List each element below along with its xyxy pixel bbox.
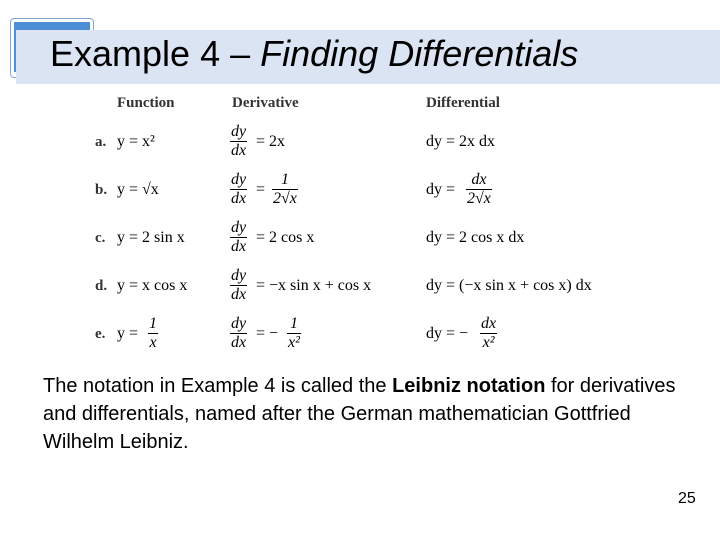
row-label: c. bbox=[95, 230, 106, 246]
derivative-cell: = 2x bbox=[256, 133, 286, 150]
slide-title: Example 4 – Finding Differentials bbox=[50, 33, 579, 74]
table-row bbox=[84, 216, 525, 264]
leibniz-notation-term: Leibniz notation bbox=[392, 375, 546, 397]
function-cell: y = √x bbox=[117, 181, 159, 198]
row-label: e. bbox=[95, 326, 106, 342]
header-differential: Differential bbox=[426, 95, 500, 111]
header-derivative: Derivative bbox=[232, 95, 299, 111]
table-row bbox=[84, 168, 520, 216]
function-cell: y = x cos x bbox=[117, 277, 188, 294]
derivative-cell: = − bbox=[256, 325, 279, 342]
differential-cell: dy = − bbox=[426, 325, 469, 342]
table-row bbox=[84, 264, 592, 312]
one-over-x-squared: $\frac{1}{\text{x²}}$ bbox=[288, 315, 300, 351]
derivative-cell: = bbox=[256, 181, 266, 198]
header-function: Function bbox=[117, 95, 175, 111]
dx-over-two-root-x: $\frac{dx}{2√x}$ bbox=[467, 171, 491, 207]
row-label: a. bbox=[95, 134, 107, 150]
dydx-fraction: $\frac{dy}{dx}$ bbox=[231, 171, 247, 207]
differential-cell: dy = (−x sin x + cos x) dx bbox=[426, 277, 592, 294]
derivative-cell: = 2 cos x bbox=[256, 229, 315, 246]
table-row bbox=[84, 312, 520, 360]
function-cell: y = x² bbox=[117, 133, 155, 150]
leibniz-paragraph: The notation in Example 4 is called the Leibniz notation for derivatives and differentials, named after the German mathematician Gottfried Wilhelm Leibniz. bbox=[43, 375, 676, 453]
slide-title-italic: Finding Differentials bbox=[260, 33, 579, 74]
row-label: d. bbox=[95, 278, 108, 294]
dydx-fraction: $\frac{dy}{dx}$ bbox=[231, 267, 247, 303]
table-row bbox=[84, 120, 520, 168]
differential-cell: dy = bbox=[426, 181, 456, 198]
dydx-fraction: $\frac{dy}{dx}$ bbox=[231, 219, 247, 255]
dx-over-x-squared: $\frac{dx}{\text{x²}}$ bbox=[481, 315, 497, 351]
differential-cell: dy = 2x dx bbox=[426, 133, 496, 150]
function-cell: y = bbox=[117, 325, 139, 342]
function-cell: y = 2 sin x bbox=[117, 229, 185, 246]
one-over-x: $\frac{1}{x}$ bbox=[149, 315, 157, 351]
differentials-table bbox=[84, 94, 592, 360]
dydx-fraction: $\frac{dy}{dx}$ bbox=[231, 123, 247, 159]
page-number: 25 bbox=[678, 490, 696, 507]
differential-cell: dy = 2 cos x dx bbox=[426, 229, 525, 246]
row-label: b. bbox=[95, 182, 108, 198]
derivative-cell: = −x sin x + cos x bbox=[256, 277, 372, 294]
one-over-two-root-x: $\frac{1}{2√x}$ bbox=[273, 171, 297, 207]
dydx-fraction: $\frac{dy}{dx}$ bbox=[231, 315, 247, 351]
